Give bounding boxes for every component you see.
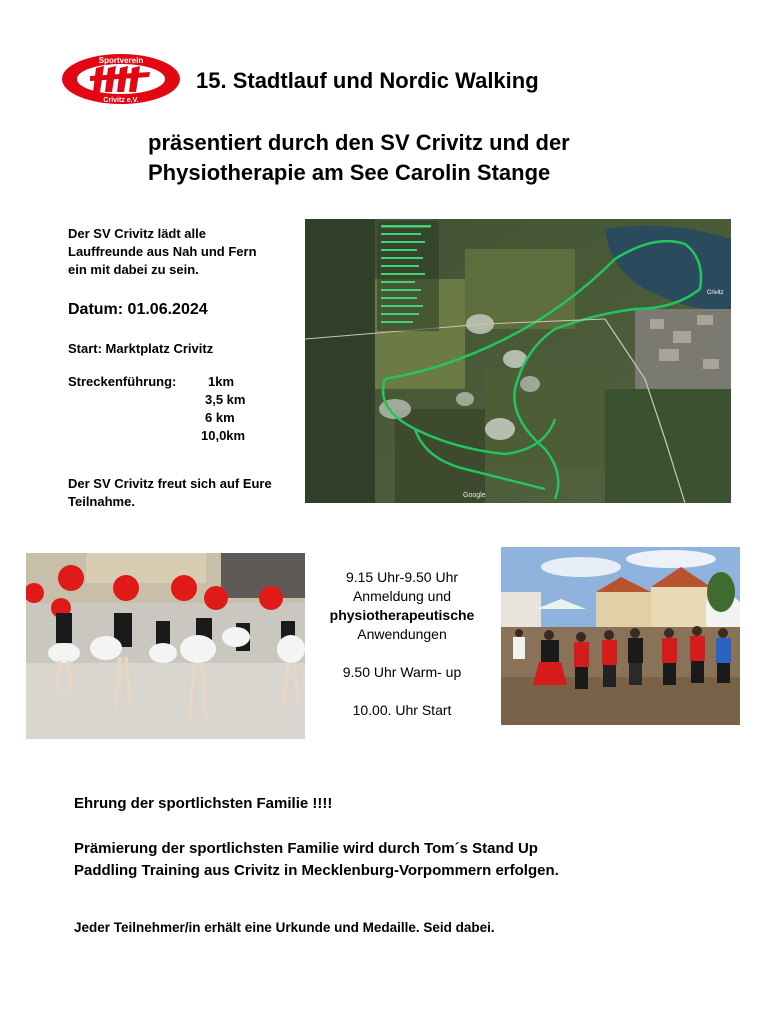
intro-line: ein mit dabei zu sein. [68, 262, 199, 277]
distance-item: 3,5 km [205, 392, 246, 407]
registration-line: Anwendungen [357, 626, 447, 642]
sv-crivitz-logo [60, 52, 182, 106]
start-time: 10.00. Uhr Start [352, 702, 452, 718]
cheerleader-photo [26, 553, 305, 739]
registration-line: physiotherapeutische [329, 607, 475, 623]
honor-line: Prämierung der sportlichsten Familie wird durch Tom´s Stand Up [74, 840, 538, 857]
schedule [307, 568, 497, 720]
intro-text [68, 225, 298, 279]
closing-line: Der SV Crivitz freut sich auf Eure [68, 476, 272, 491]
intro-line: Lauffreunde aus Nah und Fern [68, 244, 257, 259]
route-label: Streckenführung: [68, 374, 177, 389]
subtitle-line: präsentiert durch den SV Crivitz und der [148, 130, 570, 155]
closing-line: Teilnahme. [68, 494, 135, 509]
closing-text [68, 475, 298, 511]
intro-line: Der SV Crivitz lädt alle [68, 226, 206, 241]
event-date: Datum: 01.06.2024 [68, 301, 208, 318]
registration-time: 9.15 Uhr-9.50 Uhr [345, 569, 459, 585]
distance-item: 1km [208, 374, 235, 389]
distance-item: 10,0km [201, 428, 246, 443]
logo-bottom-text: Crivitz e.V. [103, 97, 139, 104]
page-title: 15. Stadtlauf und Nordic Walking [196, 68, 539, 93]
honor-line: Paddling Training aus Crivitz in Mecklenburg-Vorpommern erfolgen. [74, 862, 559, 879]
honor-text [74, 838, 714, 882]
route-map [305, 219, 731, 503]
route-distances [200, 373, 270, 445]
logo-top-text: Sportverein [98, 56, 144, 65]
distance-item: 6 km [205, 410, 235, 425]
start-location: Start: Marktplatz Crivitz [68, 341, 214, 356]
map-town-label: Crivitz [707, 290, 724, 296]
warmup-photo [501, 547, 740, 725]
warmup-time: 9.50 Uhr Warm- up [342, 664, 462, 680]
subtitle-line: Physiotherapie am See Carolin Stange [148, 160, 551, 185]
footer-note: Jeder Teilnehmer/in erhält eine Urkunde und Medaille. Seid dabei. [74, 920, 495, 935]
honor-title: Ehrung der sportlichsten Familie !!!! [74, 795, 333, 812]
map-brand: Google [463, 492, 486, 499]
subtitle [148, 128, 708, 188]
registration-line: Anmeldung und [352, 588, 452, 604]
